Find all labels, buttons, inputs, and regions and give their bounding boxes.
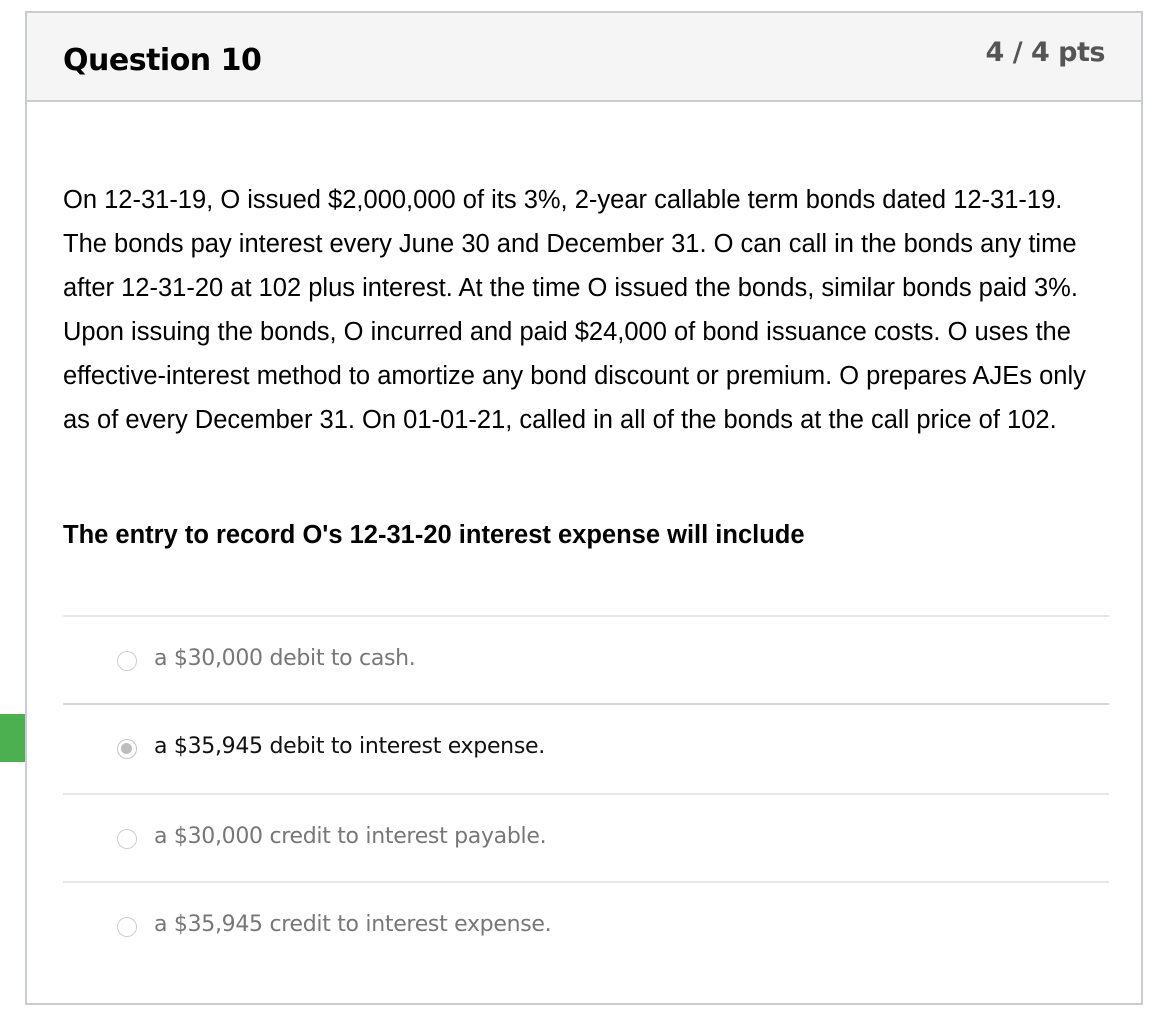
answer-label: a $30,000 credit to interest payable.: [154, 824, 547, 849]
answer-option-2[interactable]: [63, 703, 1109, 793]
answer-option-4[interactable]: [63, 881, 1109, 969]
radio-button-selected[interactable]: [117, 739, 137, 759]
answer-list: [63, 615, 1109, 969]
answer-option-3[interactable]: [63, 793, 1109, 881]
radio-button[interactable]: [117, 829, 137, 849]
answer-label: a $30,000 debit to cash.: [154, 646, 416, 671]
question-points: 4 / 4 pts: [985, 37, 1105, 68]
answer-label: a $35,945 debit to interest expense.: [154, 734, 545, 759]
question-title: Question 10: [63, 43, 262, 78]
question-prompt: The entry to record O's 12-31-20 interest expense will include: [63, 521, 805, 549]
question-text: On 12-31-19, O issued $2,000,000 of its 3%, 2-year callable term bonds dated 12-31-19. The bonds pay interest every June 30 and December 31. O can call in the bonds any time after 12-31-20 at 102 plus interest. At the time O issued the bonds, similar bonds paid 3%. Upon issuing the bonds, O incurred and paid $24,000 of bond issuance costs. O uses the effective-interest method to amortize any bond discount or premium. O prepares AJEs only as of every December 31. On 01-01-21, called in all of the bonds at the call price of 102.: [63, 186, 1086, 434]
answer-label: a $35,945 credit to interest expense.: [154, 912, 552, 937]
radio-button[interactable]: [117, 651, 137, 671]
question-header: [27, 13, 1141, 102]
radio-button[interactable]: [117, 917, 137, 937]
question-card: [25, 11, 1143, 1005]
answer-option-1[interactable]: [63, 615, 1109, 703]
